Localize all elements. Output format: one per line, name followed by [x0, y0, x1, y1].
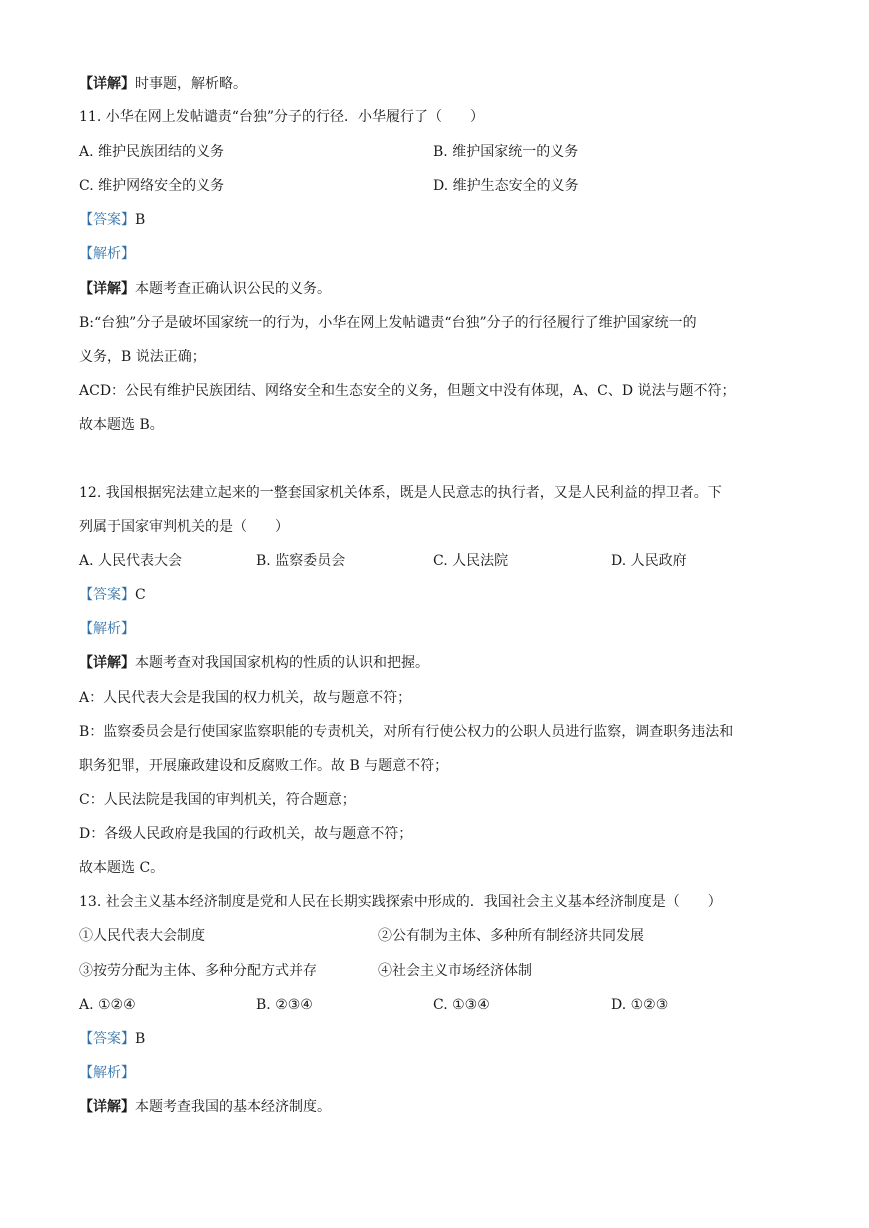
q12-detail-line: D：各级人民政府是我国的行政机关，故与题意不符；	[79, 826, 413, 842]
q11-detail-line: ACD：公民有维护民族团结、网络安全和生态安全的义务，但题文中没有体现，A、C、D 说法与题不符；	[79, 383, 736, 399]
question-12-stem-cont: 列属于国家审判机关的是（ ）	[79, 519, 289, 535]
answer-value: C	[135, 587, 146, 603]
question-11-stem: 11. 小华在网上发帖谴责“台独”分子的行径．小华履行了（ ）	[79, 109, 485, 125]
q12-option-b: B. 监察委员会	[256, 553, 346, 569]
q12-detail-line: A：人民代表大会是我国的权力机关，故与题意不符；	[79, 690, 412, 706]
detail-text: 时事题，解析略。	[135, 76, 247, 92]
q13-option-d: D. ①②③	[611, 997, 669, 1013]
q11-answer	[79, 210, 145, 230]
q11-analysis-tag: 【解析】	[79, 246, 135, 262]
q12-detail-line: 职务犯罪，开展廉政建设和反腐败工作。故 B 与题意不符；	[79, 758, 449, 774]
answer-value: B	[135, 1031, 146, 1047]
detail-tag: 【详解】	[79, 1099, 135, 1115]
detail-text: 本题考查正确认识公民的义务。	[135, 281, 331, 297]
detail-tag: 【详解】	[79, 76, 135, 92]
q12-answer	[79, 585, 146, 605]
q11-detail-line: 义务，B 说法正确；	[79, 349, 206, 365]
q13-item-2: ②公有制为主体、多种所有制经济共同发展	[378, 928, 644, 944]
q13-item-3: ③按劳分配为主体、多种分配方式并存	[79, 963, 317, 979]
q12-option-d: D. 人民政府	[611, 553, 687, 569]
answer-tag: 【答案】	[79, 587, 135, 603]
detail-text: 本题考查我国的基本经济制度。	[135, 1099, 331, 1115]
q12-option-c: C. 人民法院	[433, 553, 509, 569]
q12-detail-line: B：监察委员会是行使国家监察职能的专责机关，对所有行使公权力的公职人员进行监察，调查职务违法和	[79, 724, 734, 740]
answer-value: B	[135, 212, 146, 228]
q11-option-c: C. 维护网络安全的义务	[79, 178, 225, 194]
q11-option-a: A. 维护民族团结的义务	[79, 144, 225, 160]
q13-option-a: A. ①②④	[79, 997, 136, 1013]
answer-tag: 【答案】	[79, 212, 135, 228]
q11-conclusion: 故本题选 B。	[79, 417, 164, 433]
q11-option-b: B. 维护国家统一的义务	[433, 144, 579, 160]
q12-conclusion: 故本题选 C。	[79, 860, 165, 876]
q13-option-b: B. ②③④	[256, 997, 313, 1013]
q11-detail-line: B:“台独”分子是破坏国家统一的行为，小华在网上发帖谴责“台独”分子的行径履行了维护国家统一的	[79, 315, 697, 331]
detail-tag: 【详解】	[79, 655, 135, 671]
q11-option-d: D. 维护生态安全的义务	[433, 178, 579, 194]
question-12-stem: 12. 我国根据宪法建立起来的一整套国家机关体系，既是人民意志的执行者，又是人民利益的捍卫者。下	[79, 485, 722, 501]
q12-option-a: A. 人民代表大会	[79, 553, 183, 569]
q13-option-c: C. ①③④	[433, 997, 490, 1013]
q13-item-1: ①人民代表大会制度	[79, 928, 205, 944]
q12-detail-line: C：人民法院是我国的审判机关，符合题意；	[79, 792, 356, 808]
detail-text: 本题考查对我国国家机构的性质的认识和把握。	[135, 655, 429, 671]
intro-line	[79, 74, 247, 94]
question-13-stem: 13. 社会主义基本经济制度是党和人民在长期实践探索中形成的．我国社会主义基本经济制度是（ ）	[79, 894, 722, 910]
q13-answer	[79, 1029, 145, 1049]
q13-item-4: ④社会主义市场经济体制	[378, 963, 532, 979]
q12-analysis-tag: 【解析】	[79, 621, 135, 637]
q12-detail	[79, 653, 429, 673]
answer-tag: 【答案】	[79, 1031, 135, 1047]
q13-detail	[79, 1097, 331, 1117]
detail-tag: 【详解】	[79, 281, 135, 297]
q11-detail	[79, 279, 331, 299]
q13-analysis-tag: 【解析】	[79, 1065, 135, 1081]
